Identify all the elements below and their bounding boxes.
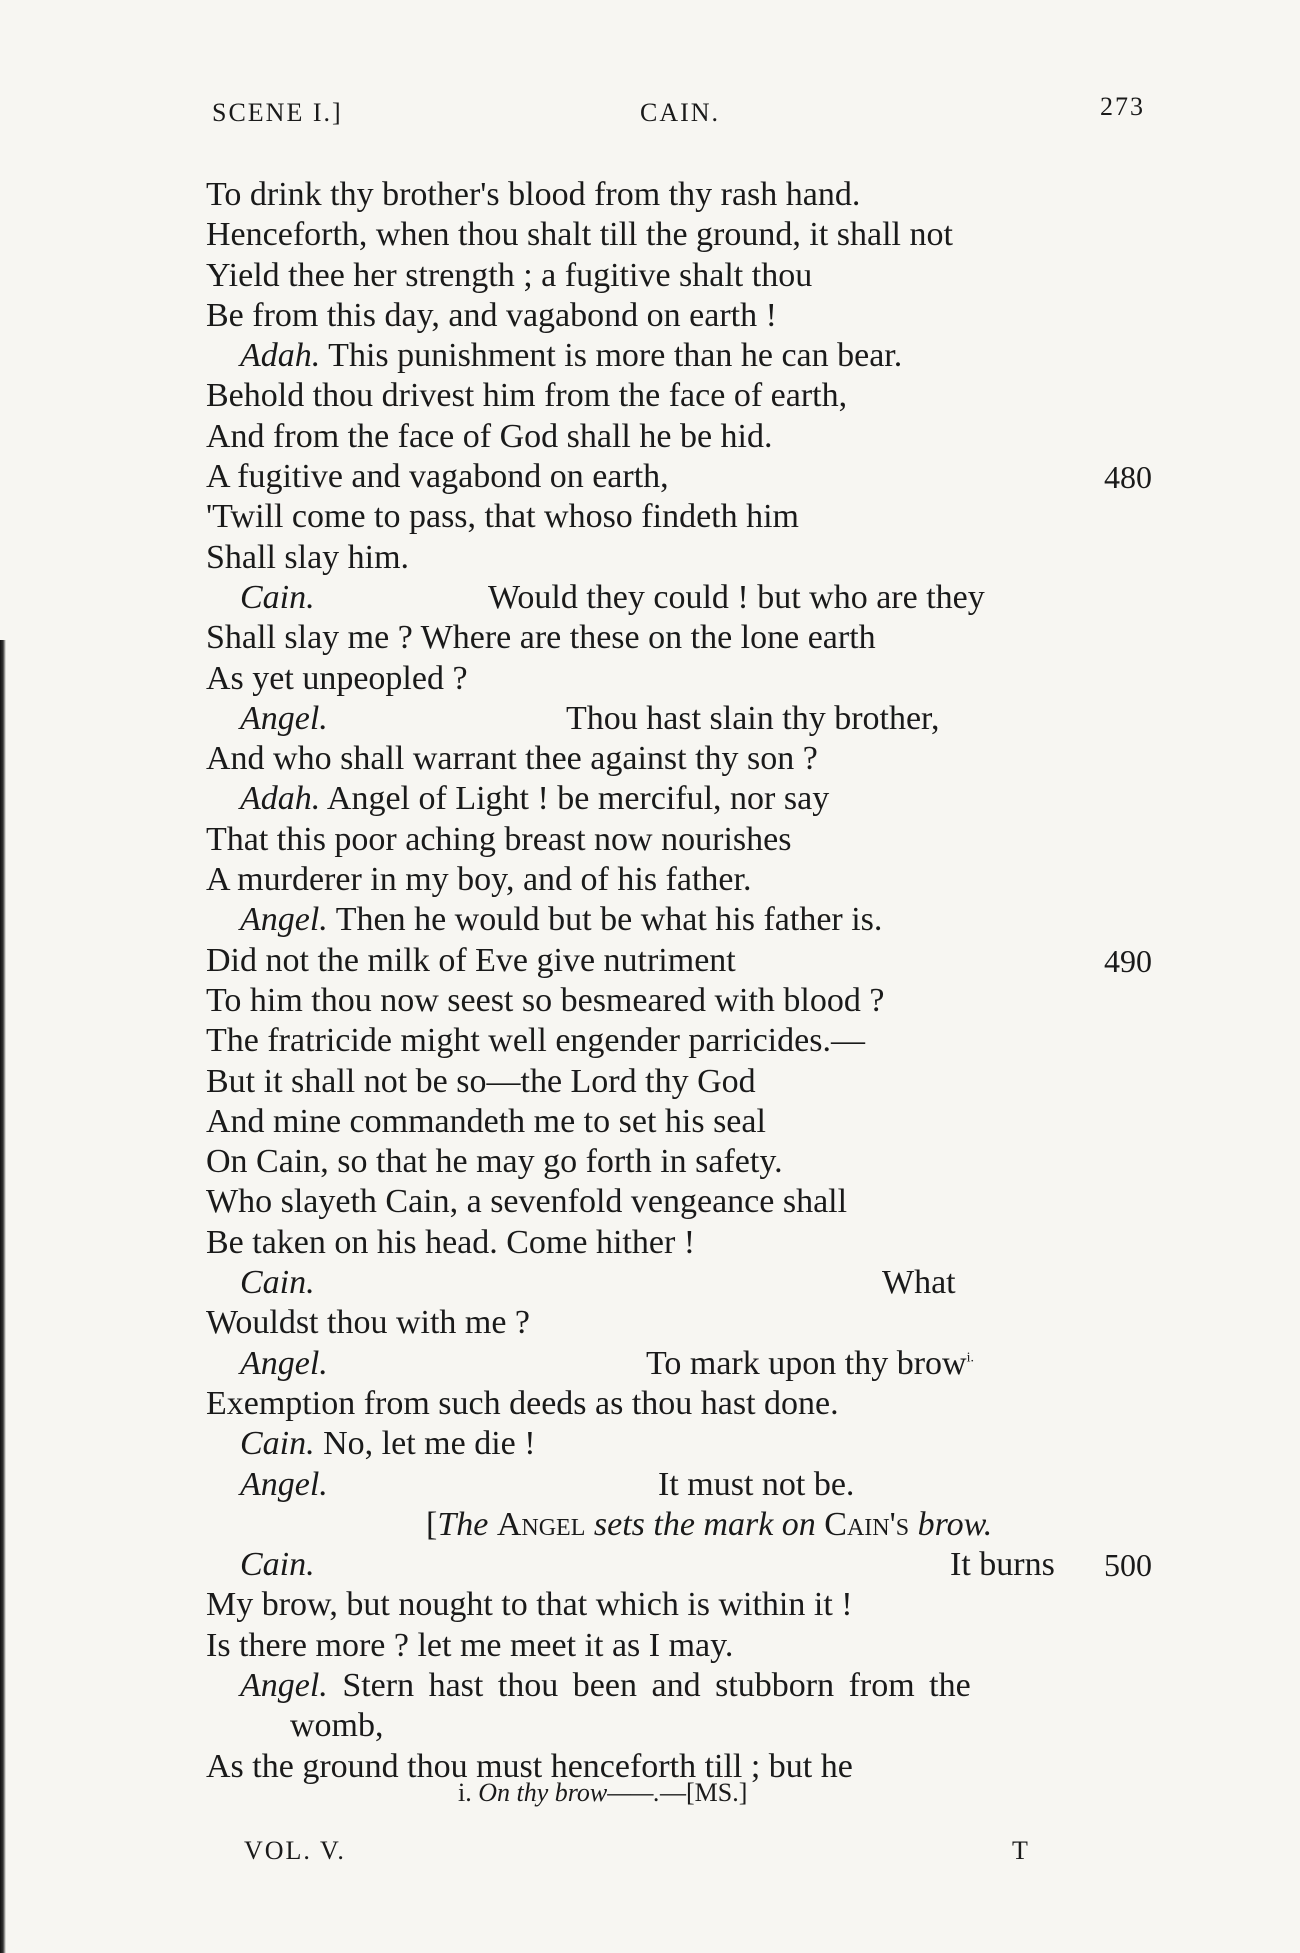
- verse-line: A fugitive and vagabond on earth, 480: [0, 457, 1300, 497]
- verse-line: Yield thee her strength ; a fugitive shalt thou: [206, 256, 813, 294]
- verse-line: Angel. It must not be.: [0, 1465, 1300, 1505]
- verse-line: The fratricide might well engender parricides.—: [206, 1022, 865, 1060]
- footnote-reference: i.: [966, 1350, 974, 1366]
- line-number: 500: [1104, 1547, 1152, 1584]
- speaker-name: Cain.: [240, 1425, 315, 1463]
- verse-line: Be taken on his head. Come hither !: [206, 1223, 696, 1261]
- footnote-label: i.: [458, 1778, 472, 1807]
- header-scene: SCENE I.]: [212, 98, 343, 127]
- verse-line: My brow, but nought to that which is within it !: [206, 1586, 853, 1624]
- verse-line: Who slayeth Cain, a sevenfold vengeance shall: [206, 1183, 848, 1221]
- verse-body: [0, 175, 1300, 1787]
- speaker-name: Cain.: [240, 1264, 315, 1302]
- verse-line: Exemption from such deeds as thou hast done.: [206, 1384, 839, 1422]
- header-title: CAIN.: [640, 98, 721, 127]
- speaker-name: Cain.: [240, 1546, 315, 1584]
- verse-line: womb,: [290, 1707, 384, 1745]
- verse-line: To drink thy brother's blood from thy rash hand.: [206, 176, 861, 213]
- verse-line: Adah. Angel of Light ! be merciful, nor say: [240, 780, 830, 818]
- verse-line: Angel. To mark upon thy brow$^{i.}$: [0, 1344, 1300, 1384]
- stage-direction: [The Angel sets the mark on Cain's brow.: [426, 1505, 993, 1543]
- footnote: [458, 1778, 747, 1808]
- volume-mark: VOL. V.: [244, 1836, 346, 1865]
- verse-line: Angel. Then he would but be what his father is.: [240, 901, 883, 939]
- speaker-name: Cain.: [240, 578, 315, 616]
- speaker-name: Angel.: [240, 1344, 328, 1382]
- page-number: 273: [1100, 92, 1145, 121]
- verse-line: Cain. Would they could ! but who are they: [0, 578, 1300, 618]
- verse-line: On Cain, so that he may go forth in safety.: [206, 1143, 783, 1181]
- speaker-name: Angel.: [240, 901, 328, 939]
- verse-line: Henceforth, when thou shalt till the ground, it shall not: [206, 216, 953, 254]
- verse-line: Adah. This punishment is more than he can bear.: [240, 337, 903, 375]
- verse-line: A murderer in my boy, and of his father.: [206, 861, 752, 899]
- signature-mark: T: [1012, 1836, 1030, 1865]
- footnote-text: On thy brow——.: [478, 1778, 661, 1807]
- verse-line: That this poor aching breast now nourishes: [206, 820, 792, 858]
- line-number: 480: [1104, 459, 1152, 496]
- verse-line: Angel. Thou hast slain thy brother,: [0, 699, 1300, 739]
- verse-line: And from the face of God shall he be hid.: [206, 417, 773, 455]
- verse-line: Cain. No, let me die !: [240, 1425, 536, 1463]
- verse-line: And mine commandeth me to set his seal: [206, 1102, 766, 1140]
- verse-line: 'Twill come to pass, that whoso findeth him: [206, 498, 800, 536]
- speaker-name: Adah.: [240, 337, 321, 375]
- running-header: [0, 92, 1300, 138]
- verse-line: Shall slay me ? Where are these on the lone earth: [206, 619, 876, 657]
- speaker-name: Angel.: [240, 1666, 328, 1704]
- verse-line: Did not the milk of Eve give nutriment 490: [0, 941, 1300, 981]
- verse-line: Cain. It burns 500: [0, 1545, 1300, 1585]
- verse-line: Is there more ? let me meet it as I may.: [206, 1626, 734, 1664]
- verse-line: Angel. Stern hast thou been and stubborn from the: [240, 1666, 971, 1704]
- speaker-name: Adah.: [240, 780, 321, 818]
- verse-line: But it shall not be so—the Lord thy God: [206, 1062, 756, 1100]
- speaker-name: Angel.: [240, 1465, 328, 1503]
- verse-line: As the ground thou must henceforth till ; but he: [206, 1747, 853, 1785]
- footnote-source: —[MS.]: [660, 1778, 748, 1807]
- line-number: 490: [1104, 942, 1152, 979]
- speaker-name: Angel.: [240, 699, 328, 737]
- verse-line: To him thou now seest so besmeared with blood ?: [206, 981, 885, 1019]
- verse-line: Behold thou drivest him from the face of earth,: [206, 377, 848, 415]
- verse-line: Shall slay him.: [206, 538, 410, 576]
- verse-line: Wouldst thou with me ?: [206, 1304, 531, 1342]
- verse-line: Be from this day, and vagabond on earth !: [206, 296, 777, 334]
- verse-line: Cain. What: [0, 1263, 1300, 1303]
- verse-line: As yet unpeopled ?: [206, 659, 468, 697]
- verse-line: And who shall warrant thee against thy son ?: [206, 740, 818, 778]
